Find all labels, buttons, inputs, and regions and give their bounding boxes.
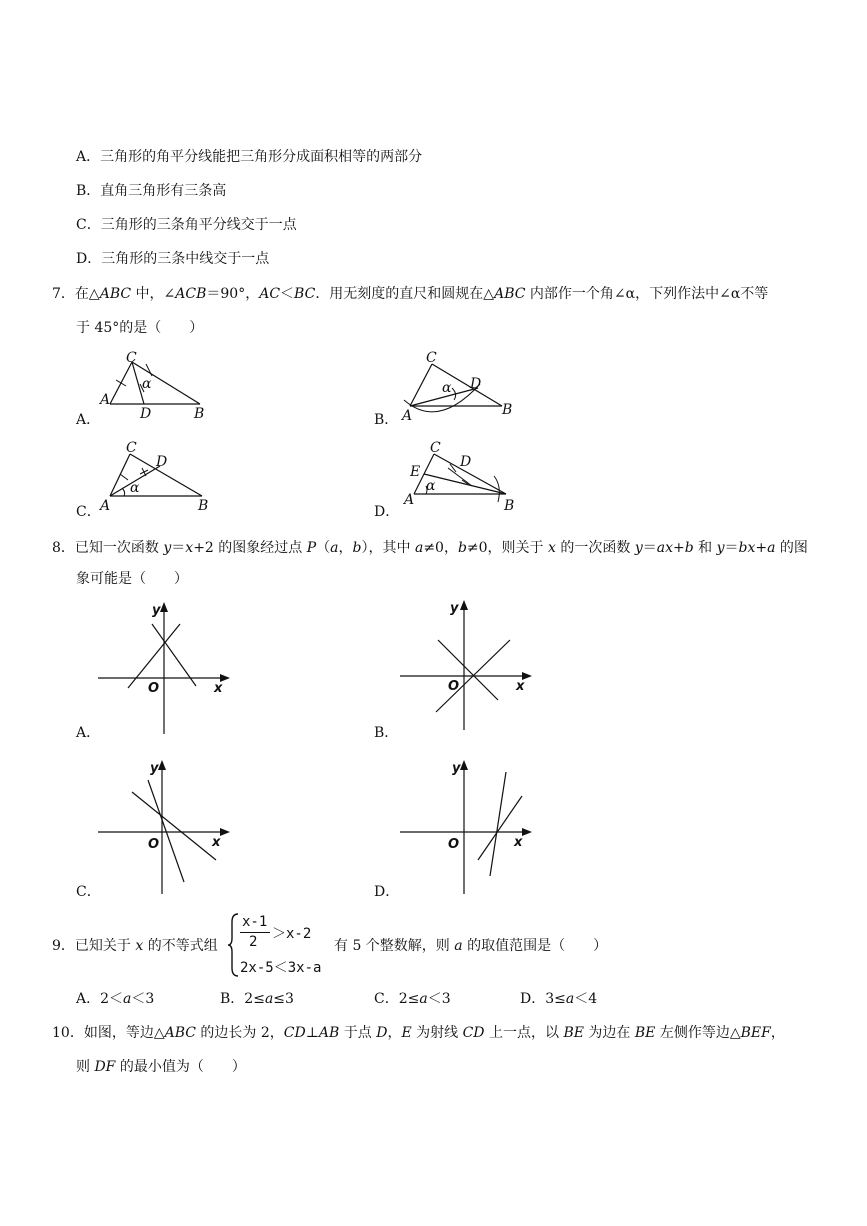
label-c: C [126, 440, 137, 456]
q7-figure-b [398, 348, 528, 424]
svg-text:y: y [450, 601, 459, 616]
q9-option-c: C．2≤a＜3 [374, 991, 451, 1007]
q9-option-b: B．2≤a≤3 [220, 991, 294, 1007]
q6-option-d: D．三角形的三条中线交于一点 [76, 251, 270, 267]
q10-stem-line2: 则 DF 的最小值为（ ） [76, 1059, 246, 1075]
q6-option-c: C．三角形的三条角平分线交于一点 [76, 217, 297, 233]
label-b: B [504, 498, 515, 514]
svg-text:O: O [148, 681, 160, 696]
q7-figure-d [398, 440, 528, 516]
q8-stem-line1: 8．已知一次函数 y＝x+2 的图象经过点 P（a，b），其中 a≠0，b≠0，则关于 x 的一次函数 y＝ax+b 和 y＝bx+a 的图 [52, 540, 808, 556]
label-d: D [470, 376, 482, 392]
svg-text:y: y [150, 761, 159, 776]
q8-graph-a [96, 600, 236, 736]
q9-ineq1-rhs: ＞x-2 [272, 926, 312, 942]
q9-ineq2: 2x-5＜3x-a [240, 960, 322, 976]
label-a: A [100, 498, 111, 514]
label-alpha: α [442, 380, 452, 396]
q7-option-a-label: A． [76, 412, 101, 428]
q8-graph-c [96, 756, 236, 896]
q6-option-b: B．直角三角形有三条高 [76, 183, 227, 199]
svg-text:O: O [448, 837, 460, 852]
label-alpha: α [130, 480, 140, 496]
label-b: B [198, 498, 209, 514]
q8-option-c-label: C． [76, 884, 101, 900]
q7-stem-line1: 7．在△ABC 中，∠ACB＝90°，AC＜BC．用无刻度的直尺和圆规在△ABC 内部作一个角∠α，下列作法中∠α不等 [52, 286, 769, 302]
svg-text:x: x [516, 679, 525, 694]
label-alpha: α [142, 376, 152, 392]
q9-stem-pre: 9．已知关于 x 的不等式组 [52, 938, 218, 954]
svg-text:y: y [152, 603, 161, 618]
q9-fraction-bar [240, 932, 270, 933]
label-b: B [502, 402, 513, 418]
q7-option-d-label: D． [374, 504, 400, 520]
q9-option-d: D．3≤a＜4 [520, 991, 598, 1007]
q7-option-c-label: C． [76, 504, 101, 520]
q9-option-a: A．2＜a＜3 [76, 991, 155, 1007]
q6-option-a: A．三角形的角平分线能把三角形分成面积相等的两部分 [76, 149, 423, 165]
svg-text:x: x [214, 681, 223, 696]
q9-ineq1-numerator: x-1 [242, 914, 268, 930]
label-c: C [426, 350, 437, 366]
q9-stem-tail: 有 5 个整数解，则 a 的取值范围是（ ） [334, 938, 608, 954]
label-d: D [460, 454, 472, 470]
svg-text:O: O [448, 679, 460, 694]
svg-text:x: x [212, 835, 221, 850]
label-a: A [100, 392, 111, 408]
label-a: A [404, 492, 415, 508]
svg-text:O: O [148, 837, 160, 852]
label-alpha: α [426, 478, 436, 494]
q8-option-a-label: A． [76, 725, 101, 741]
label-c: C [430, 440, 441, 456]
label-d: D [140, 406, 152, 422]
q8-graph-d [398, 756, 538, 896]
q8-stem-line2: 象可能是（ ） [76, 571, 188, 587]
label-d: D [156, 454, 168, 470]
q9-brace [228, 912, 240, 978]
q8-graph-b [398, 596, 538, 732]
q9-ineq1-denominator: 2 [249, 934, 258, 950]
q10-stem-line1: 10．如图，等边△ABC 的边长为 2，CD⊥AB 于点 D，E 为射线 CD 上一点，以 BE 为边在 BE 左侧作等边△BEF， [52, 1025, 785, 1041]
q7-figure-c [96, 440, 216, 516]
label-c: C [126, 350, 137, 366]
q7-stem-line2: 于 45°的是（ ） [76, 320, 204, 336]
q7-figure-a [96, 348, 216, 424]
svg-text:x: x [514, 835, 523, 850]
svg-text:y: y [452, 761, 461, 776]
label-b: B [194, 406, 205, 422]
q8-option-b-label: B． [374, 725, 399, 741]
q8-option-d-label: D． [374, 884, 400, 900]
q7-option-b-label: B． [374, 412, 399, 428]
label-a: A [402, 408, 413, 424]
label-e: E [410, 464, 421, 480]
